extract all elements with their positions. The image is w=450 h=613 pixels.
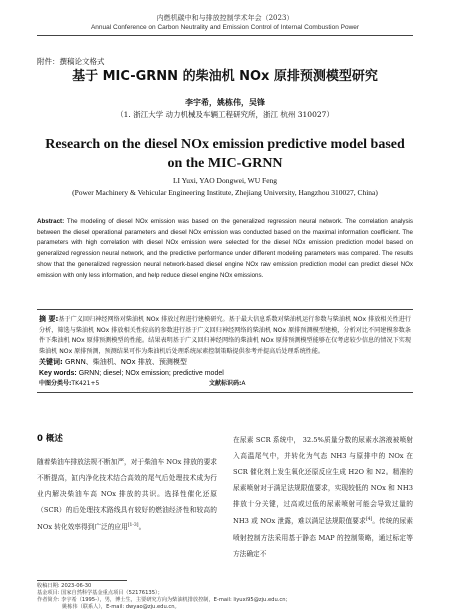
keywords-cn xyxy=(39,357,411,368)
clc-label: 中图分类号: xyxy=(39,380,72,388)
citation-right: [4] xyxy=(365,517,373,523)
abstract-cn-box xyxy=(37,309,413,393)
section-heading: 0 概述 xyxy=(37,434,63,444)
citation-left: [1-3] xyxy=(127,523,139,529)
paper-title-cn: 基于 MIC-GRNN 的柴油机 NOx 原排预测模型研究 xyxy=(72,69,378,84)
header-rule xyxy=(37,35,413,36)
doc-label: 文献标识码: xyxy=(209,380,242,388)
footnote-contact: 姚栋伟（联系人），E-mail: dwyao@zju.edu.cn。 xyxy=(62,604,180,610)
affiliation-cn: （1. 浙江大学 动力机械及车辆工程研究所，浙江 杭州 310027） xyxy=(116,110,334,119)
doc-code xyxy=(209,379,246,389)
footnote-author: 作者简介: 李宇希（1995-），男，博士生，主要研究方向为柴油机排放控制，E-mail: liyuxi95@zju.edu.cn； xyxy=(37,597,291,603)
abstract-cn-label: 摘 要: xyxy=(39,315,59,323)
keywords-en-label: Key words: xyxy=(39,370,77,378)
doc-value: A xyxy=(241,380,246,388)
authors-cn: 李宇希，姚栋伟，吴锋 xyxy=(185,98,265,107)
classification-line xyxy=(39,379,411,389)
body-right-text-2: 。传统的尿素喷射控制方法采用基于静态 MAP 的控制策略，通过标定等方法确定不 xyxy=(233,517,413,558)
footnote-received: 收稿日期: 2023-06-30 xyxy=(37,583,92,589)
body-column-right xyxy=(233,432,413,562)
keywords-en-value: GRNN; diesel; NOx emission; predictive model xyxy=(78,370,224,378)
conference-header-cn: 内燃机碳中和与排放控制学术年会（2023） xyxy=(156,14,294,22)
body-left-end: 。 xyxy=(138,523,146,532)
abstract-en-text: The modeling of diesel NOx emission was based on the generalized regression neural network. The correlation analysis between the diesel operational parameters and diesel NOx emission was conducted based on the maximal information coefficient. The parameters with high correlation with diesel NOx emission were selected for the diesel NOx emission prediction model based on generalized regression neural network, and the predictive performance under different modeling parameters was compared. The results show that the generalized regression neural network-based diesel engine NOx raw emission prediction model can predict diesel NOx emission with only less information, and help reduce diesel engine NOx emissions. xyxy=(37,218,414,279)
keywords-cn-value: GRNN、柴油机、NOx 排放、预测模型 xyxy=(65,358,187,367)
conference-header-en: Annual Conference on Carbon Neutrality and Emission Control of Internal Combustion Power xyxy=(90,24,360,31)
abstract-cn xyxy=(39,314,411,357)
abstract-cn-text: 基于广义回归神经网络对柴油机 NOx 排放过程进行建模研究。基于最大信息系数对柴油机运行参数与柴油机 NOx 排放相关性进行分析，筛选与柴油机 NOx 排放相关性较高的参数进行基于广义回归神经网络的柴油机 NOx 原排预测模型建模，分析对比不同建模参数条件下柴油机 NOx 原排预测模型的性能。结果表明基于广义回归神经网络的柴油机 NOx 原排预测模型能够在仅考虑较少信息的情况下实现柴油机 NOx 原排预测，预测结果可作为柴油机后处理系统尿素控制策略提供参考并提高后处理系统性能。 xyxy=(39,316,411,355)
affiliation-en: (Power Machinery & Vehicular Engineering Institute, Zhejiang University, Hangzhou 310027, China) xyxy=(72,188,378,197)
keywords-cn-label: 关键词: xyxy=(39,358,63,367)
paper-title-en: Research on the diesel NOx emission predictive model based on the MIC-GRNN xyxy=(45,137,405,171)
abstract-en-label: Abstract: xyxy=(37,218,65,225)
attachment-label: 附件：撰稿论文格式 xyxy=(37,57,105,66)
abstract-en xyxy=(37,217,413,281)
keywords-en xyxy=(39,368,411,379)
clc-value: TK421+5 xyxy=(71,380,100,388)
body-right-text-1: 在尿素 SCR 系统中， 32.5%质量分数的尿素水溶液被喷射入高温尾气中，并转化为气态 NH3 与原排中的 NOx 在 SCR 催化剂上发生氧化还原反应生成 H2O 和 N2。精准的尿素喷射对于满足法规限值要求，实现较低的 NOx 和 NH3 排放十分关键，过高或过低的尿素喷射可能会导致过量的 NH3 或 NOx 泄露，难以满足法规限值要求 xyxy=(233,436,413,526)
footnote-fund: 基金项目: 国家自然科学基金重点项目（52176135）； xyxy=(37,590,163,596)
authors-en: LI Yuxi, YAO Dongwei, WU Feng xyxy=(172,176,278,185)
footnote-rule xyxy=(37,580,127,581)
body-left-text: 随着柴油车排放法规不断加严，对于柴油车 NOx 排放的要求不断提高，缸内净化技术结合高效的尾气后处理技术成为行业内解决柴油车高 NOx 排放的共识。选择性催化还原（SCR）的后处理技术路线具有较好的燃油经济性和较高的 NOx 转化效率得到广泛的应用 xyxy=(37,458,217,532)
body-column-left xyxy=(37,454,217,536)
